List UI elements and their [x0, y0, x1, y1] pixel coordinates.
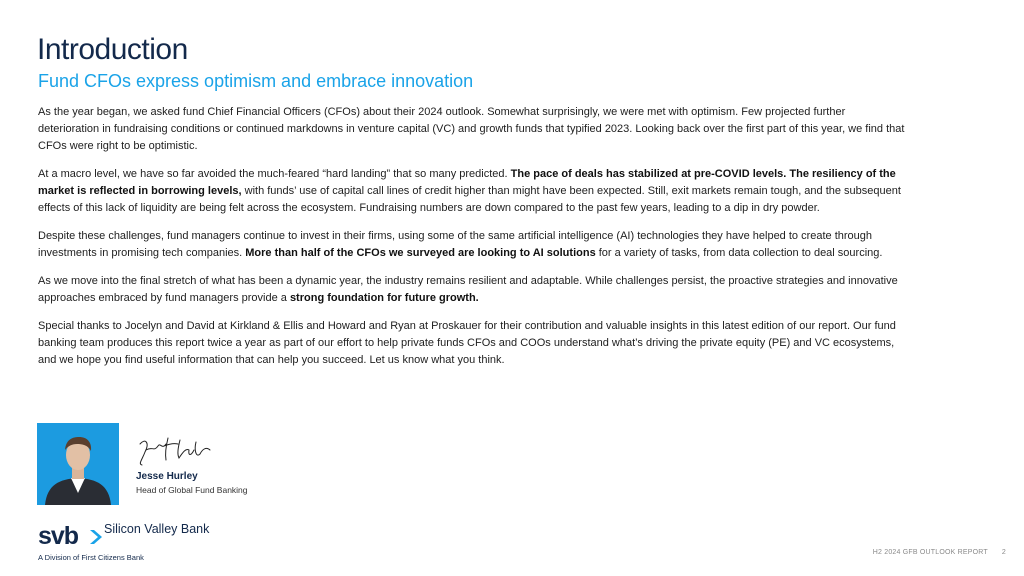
- paragraph-highlight: strong foundation for future growth.: [289, 292, 479, 304]
- paragraph-1: [38, 104, 908, 155]
- paragraph-4: [38, 273, 908, 307]
- paragraph-highlight: More than half of the CFOs we surveyed are looking to AI solutions: [245, 247, 596, 259]
- paragraph-text: with funds’ use of capital call lines of credit higher than might have been expected. Still, exit markets remain tough, and the subsequent effects of this lack of liquidity are being felt across the ecosystem. Fundraising numbers are down compared to the past few years, leading to a dip in dry powder.: [38, 185, 901, 214]
- page-footer: [873, 549, 1006, 556]
- page-number: 2: [1001, 549, 1006, 556]
- logo-mark: svb: [38, 522, 79, 550]
- signer-name: Jesse Hurley: [136, 471, 198, 482]
- paragraph-2: [38, 166, 908, 217]
- paragraph-text: At a macro level, we have so far avoided the much-feared “hard landing” that so many predicted.: [38, 168, 511, 180]
- paragraph-text: Special thanks to Jocelyn and David at Kirkland & Ellis and Howard and Ryan at Proskauer for their contribution and valuable insights in this latest edition of our report. Our fund banking team produces this report twice a year as part of our effort to help private funds CFOs and COOs understand what’s driving the private equity (PE) and VC ecosystems, and we hope you find useful information that can help you succeed. Let us know what you think.: [38, 320, 896, 366]
- paragraph-3: [38, 228, 908, 262]
- logo-division: A Division of First Citizens Bank: [38, 553, 144, 562]
- signer-title: Head of Global Fund Banking: [136, 485, 248, 495]
- paragraph-text: As the year began, we asked fund Chief Financial Officers (CFOs) about their 2024 outlook. Somewhat surprisingly, we were met with optimism. Few projected further deterioration in fundraising conditions or continued markdowns in venture capital (VC) and growth funds that typified 2023. Looking back over the first part of this year, we find that CFOs were right to be optimistic.: [38, 106, 905, 152]
- logo-bank-name: Silicon Valley Bank: [104, 522, 210, 536]
- paragraph-text: Despite these challenges, fund managers continue to invest in their firms, using some of the same artificial intelligence (AI) technologies they have helped to create through investments in promising tech companies.: [38, 230, 873, 259]
- author-photo: [37, 423, 119, 505]
- paragraph-5: [38, 318, 908, 369]
- paragraph-text: for a variety of tasks, from data collection to deal sourcing.: [595, 247, 883, 259]
- paragraph-highlight: The pace of deals has stabilized at pre-COVID levels. The resiliency of the market is reflected in borrowing levels,: [38, 168, 896, 197]
- signature: [136, 432, 216, 470]
- page-subtitle: Fund CFOs express optimism and embrace innovation: [38, 71, 474, 91]
- footer-report-title: H2 2024 GFB OUTLOOK REPORT: [872, 549, 988, 556]
- intro-body: [38, 104, 908, 380]
- paragraph-text: As we move into the final stretch of what has been a dynamic year, the industry remains resilient and adaptable. While challenges persist, the proactive strategies and innovative approaches embraced by fund managers provide a: [38, 275, 898, 304]
- page-title: Introduction: [37, 33, 188, 66]
